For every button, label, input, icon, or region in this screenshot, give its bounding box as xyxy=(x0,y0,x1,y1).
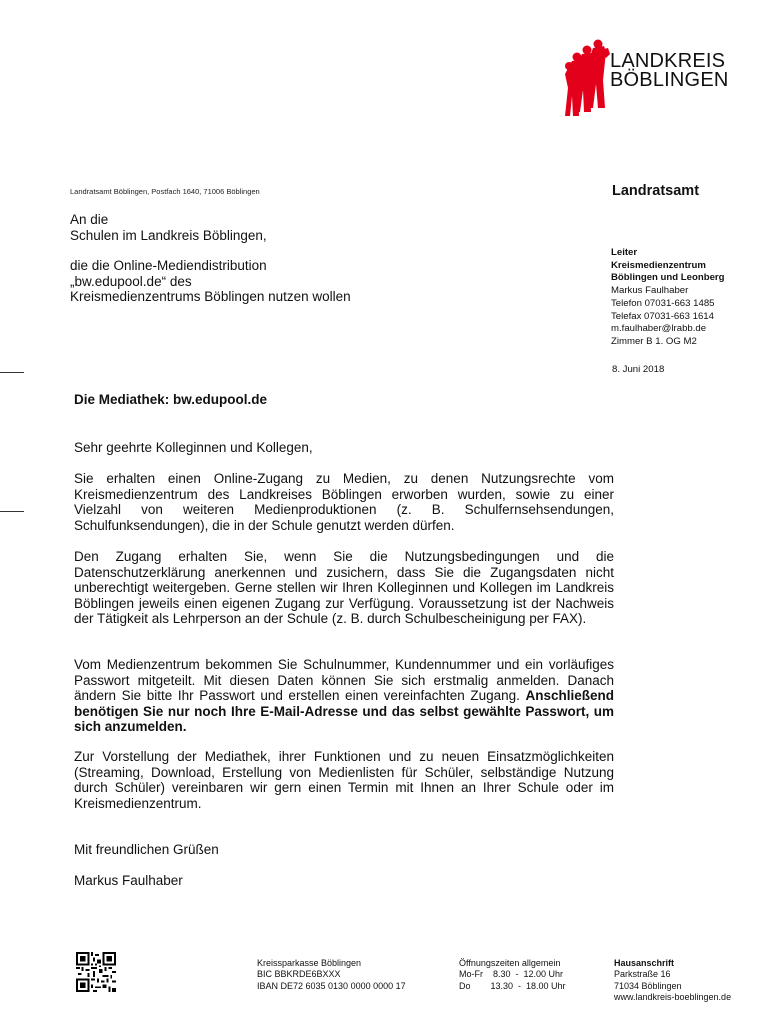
footer-bank-details xyxy=(257,958,406,992)
qr-code-icon xyxy=(76,952,116,992)
recipient-line-4: „bw.edupool.de“ des xyxy=(70,273,192,289)
contact-title-2: Kreismedienzentrum xyxy=(611,259,706,271)
contact-email: m.faulhaber@lrabb.de xyxy=(611,323,707,335)
logo-line-2: BÖBLINGEN xyxy=(610,69,729,91)
address-title: Hausanschrift xyxy=(614,958,675,968)
fold-mark-1 xyxy=(0,372,24,373)
contact-title-1: Leiter xyxy=(611,247,638,258)
address-website-link[interactable]: www.landkreis-boeblingen.de xyxy=(614,992,732,1003)
salutation-text: Sehr geehrte Kolleginnen und Kollegen, xyxy=(74,440,313,455)
paragraph-3-bold: Anschließend benötigen Sie nur noch Ihre E-Mail-Adresse und das selbst gewählte Passwort, um sich anzumelden. xyxy=(74,688,614,734)
contact-name: Markus Faulhaber xyxy=(611,285,689,297)
bank-bic: BIC BBKRDE6BXXX xyxy=(257,969,341,980)
footer-address xyxy=(614,958,731,1004)
paragraph-2 xyxy=(74,549,614,627)
address-city: 71034 Böblingen xyxy=(614,980,682,991)
paragraph-4 xyxy=(74,749,614,811)
paragraph-3 xyxy=(74,657,614,735)
recipient-line-5: Kreismedienzentrums Böblingen nutzen wollen xyxy=(70,289,351,304)
recipient-address xyxy=(70,212,351,305)
contact-block xyxy=(611,247,725,349)
closing-text: Mit freundlichen Grüßen xyxy=(74,842,219,857)
logo-wordmark xyxy=(610,52,729,90)
recipient-line-2: Schulen im Landkreis Böblingen, xyxy=(70,227,267,243)
logo-line-1: LANDKREIS xyxy=(610,50,726,72)
signature xyxy=(74,873,614,889)
salutation xyxy=(74,440,614,456)
signature-text: Markus Faulhaber xyxy=(74,873,183,888)
contact-title-3: Böblingen und Leonberg xyxy=(611,272,725,284)
contact-fax: Telefax 07031-663 1614 xyxy=(611,310,714,322)
contact-phone: Telefon 07031-663 1485 xyxy=(611,297,715,309)
fold-mark-2 xyxy=(0,511,24,512)
letter-subject: Die Mediathek: bw.edupool.de xyxy=(74,392,268,407)
letter-date: 8. Juni 2018 xyxy=(612,364,665,375)
paragraph-1 xyxy=(74,471,614,533)
footer-opening-hours xyxy=(459,958,566,992)
hours-title: Öffnungszeiten allgemein xyxy=(459,958,561,968)
contact-room: Zimmer B 1. OG M2 xyxy=(611,335,697,347)
address-street: Parkstraße 16 xyxy=(614,969,671,980)
paragraph-2-text: Den Zugang erhalten Sie, wenn Sie die Nutzungsbedingungen und die Datenschutzerklärung anerkennen und zusichern, dass Sie die Zugangsdaten nicht unberechtigt weitergeben. Gerne stellen wir Ihren Kolleginnen und Kollegen im Landkreis Böblingen jeweils einen eigenen Zugang zur Verfügung. Voraussetzung ist der Nachweis der Tätigkeit als Lehrperson an der Schule (z. B. durch Schulbescheinigung per FAX). xyxy=(74,549,614,626)
paragraph-1-text: Sie erhalten einen Online-Zugang zu Medien, zu denen Nutzungsrechte vom Kreismedienzentrum des Landkreises Böblingen erworben wurden, sowie zu einer Vielzahl von weiteren Medienproduktionen (z. B. Schulfernsehsendungen, Schulfunksendungen), die in der Schule genutzt werden dürfen. xyxy=(74,471,614,533)
bank-iban: IBAN DE72 6035 0130 0000 0000 17 xyxy=(257,980,406,991)
department-heading: Landratsamt xyxy=(612,183,700,199)
paragraph-3-text xyxy=(74,657,614,735)
paragraph-3-regular: Vom Medienzentrum bekommen Sie Schulnummer, Kundennummer und ein vorläufiges Passwort mitgeteilt. Mit diesen Daten können Sie sich erstmalig anmelden. Danach ändern Sie bitte Ihr Passwort und erstellen einen vereinfachten Zugang. xyxy=(74,657,614,703)
bank-name: Kreissparkasse Böblingen xyxy=(257,958,362,968)
recipient-line-1: An die xyxy=(70,212,109,227)
closing xyxy=(74,842,614,858)
hours-thursday: Do 13.30 - 18.00 Uhr xyxy=(459,980,566,991)
hours-mon-fri: Mo-Fr 8.30 - 12.00 Uhr xyxy=(459,969,564,980)
recipient-line-3: die die Online-Mediendistribution xyxy=(70,258,267,273)
sender-return-address: Landratsamt Böblingen, Postfach 1640, 71006 Böblingen xyxy=(70,187,260,196)
paragraph-4-text: Zur Vorstellung der Mediathek, ihrer Funktionen und zu neuen Einsatzmöglichkeiten (Streaming, Download, Erstellung von Medienlisten für Schüler, selbständige Nutzung durch Schüler) vereinbaren wir gern einen Termin mit Ihnen an Ihrer Schule oder im Kreismedienzentrum. xyxy=(74,749,614,811)
